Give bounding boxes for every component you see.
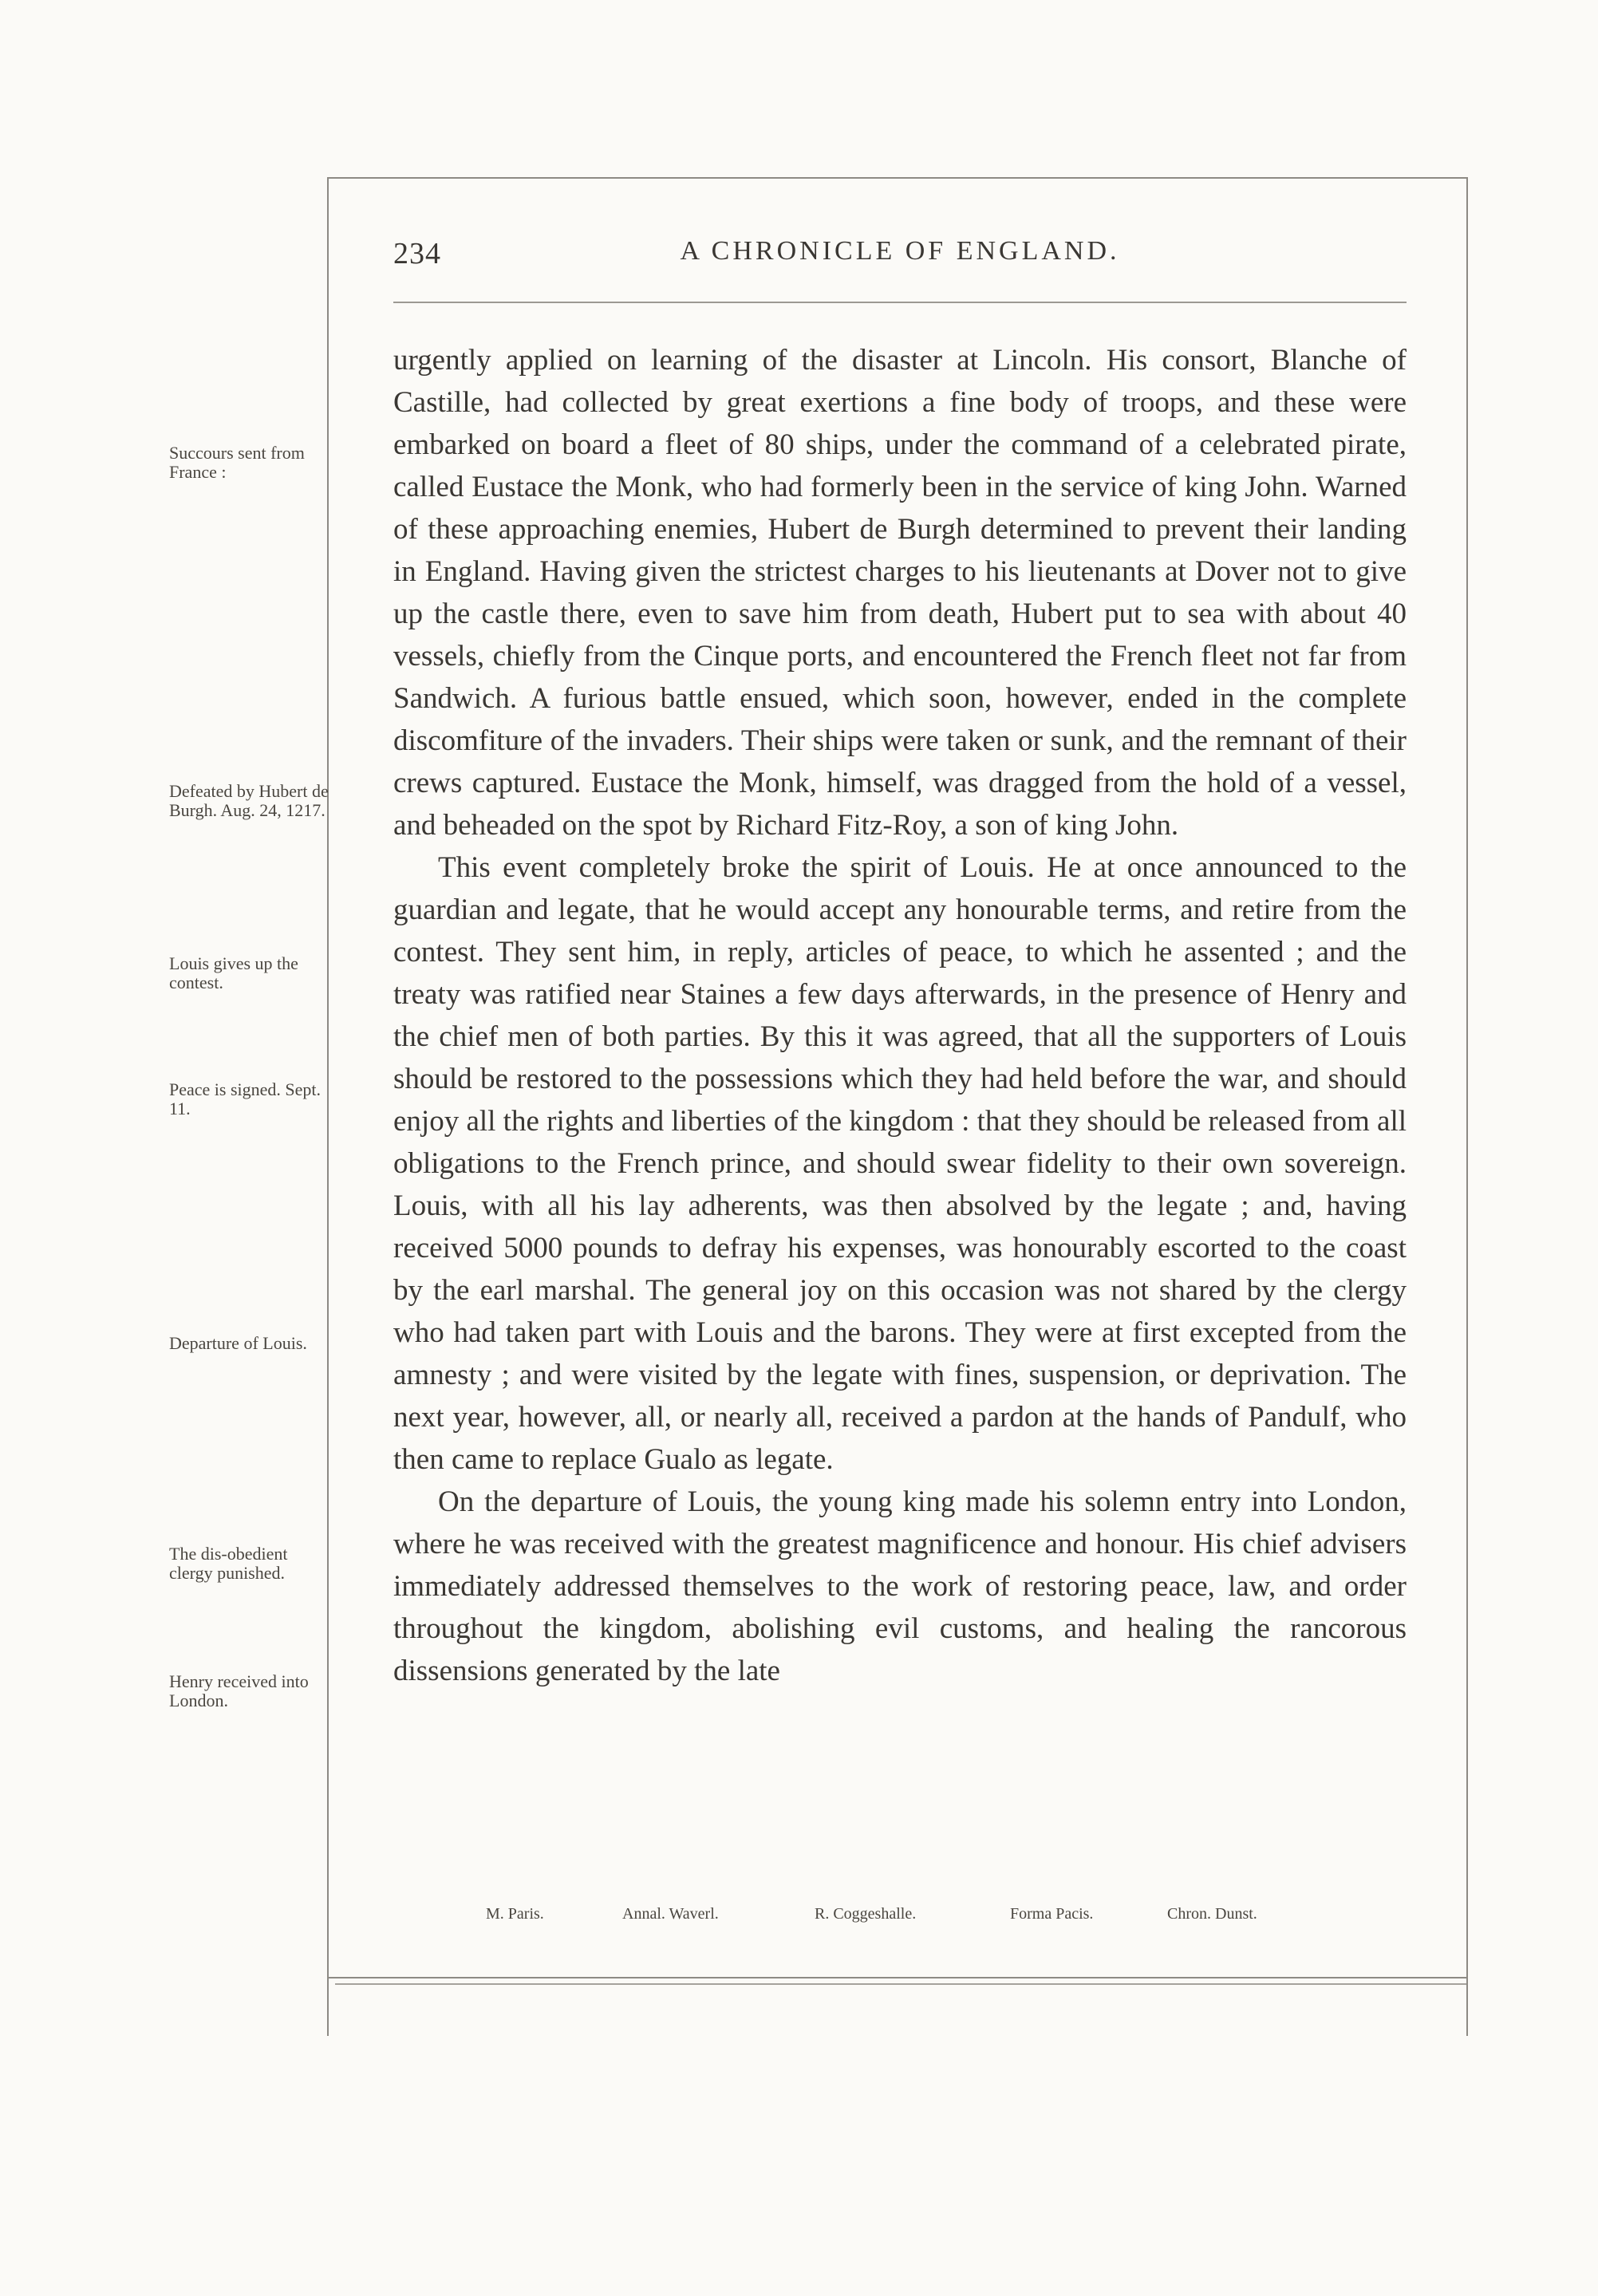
page-frame-bottom-rule-inner [335, 1983, 1466, 1985]
page-frame-right-rule [1466, 177, 1468, 2036]
footnote-reference: Chron. Dunst. [1167, 1905, 1257, 1923]
header-rule [393, 302, 1407, 303]
body-text [393, 339, 1407, 1692]
footnote-reference: M. Paris. [486, 1905, 544, 1923]
paragraph: urgently applied on learning of the disaster at Lincoln. His consort, Blanche of Castille, had collected by great exertions a fine body of troops, and these were embarked on board a fleet of 80 ships, under the command of a celebrated pirate, called Eustace the Monk, who had formerly been in the service of king John. Warned of these approaching enemies, Hubert de Burgh determined to prevent their landing in England. Having given the strictest charges to his lieutenants at Dover not to give up the castle there, even to save him from death, Hubert put to sea with about 40 vessels, chiefly from the Cinque ports, and encountered the French fleet not far from Sandwich. A furious battle ensued, which soon, however, ended in the complete discomfiture of the invaders. Their ships were taken or sunk, and the remnant of their crews captured. Eustace the Monk, himself, was dragged from the hold of a vessel, and beheaded on the spot by Richard Fitz-Roy, a son of king John. [393, 344, 1407, 842]
page-header [393, 231, 1407, 273]
sidenote: Defeated by Hubert de Burgh. Aug. 24, 1217. [169, 781, 329, 820]
sidenote: Peace is signed. Sept. 11. [169, 1079, 322, 1118]
page-frame-bottom-rule [327, 1977, 1468, 1978]
running-head: A CHRONICLE OF ENGLAND. [680, 236, 1120, 266]
paragraph: This event completely broke the spirit of Louis. He at once announced to the guardian and legate, that he would accept any honourable terms, and retire from the contest. They sent him, in reply, articles of peace, to which he assented ; and the treaty was ratified near Staines a few days afterwards, in the presence of Henry and the chief men of both parties. By this it was agreed, that all the supporters of Louis should be restored to the possessions which they had held before the war, and should enjoy all the rights and liberties of the kingdom : that they should be released from all obligations to the French prince, and should swear fidelity to their own sovereign. Louis, with all his lay adherents, was then absolved by the legate ; and, having received 5000 pounds to defray his expenses, was honourably escorted to the coast by the earl marshal. The general joy on this occasion was not shared by the clergy who had taken part with Louis and the barons. They were at first excepted from the amnesty ; and were visited by the legate with fines, suspension, or deprivation. The next year, however, all, or nearly all, received a pardon at the hands of Pandulf, who then came to replace Gualo as legate. [393, 851, 1407, 1476]
sidenote: Henry received into London. [169, 1671, 309, 1710]
page-number: 234 [393, 237, 441, 270]
paragraph: On the departure of Louis, the young king made his solemn entry into London, where he was received with the greatest magnificence and honour. His chief advisers immediately addressed themselves to the work of restoring peace, law, and order throughout the kingdom, abolishing evil customs, and healing the rancorous dissensions generated by the late [393, 1485, 1407, 1687]
page-frame-top-rule [327, 177, 1468, 179]
sidenote: Louis gives up the contest. [169, 953, 298, 992]
sidenote: Succours sent from France : [169, 443, 305, 482]
sidenote: Departure of Louis. [169, 1333, 307, 1353]
footnote-reference: Annal. Waverl. [622, 1905, 719, 1923]
footnote-reference: Forma Pacis. [1010, 1905, 1094, 1923]
footnote-reference: R. Coggeshalle. [815, 1905, 917, 1923]
sidenote: The dis-obedient clergy punished. [169, 1544, 288, 1583]
